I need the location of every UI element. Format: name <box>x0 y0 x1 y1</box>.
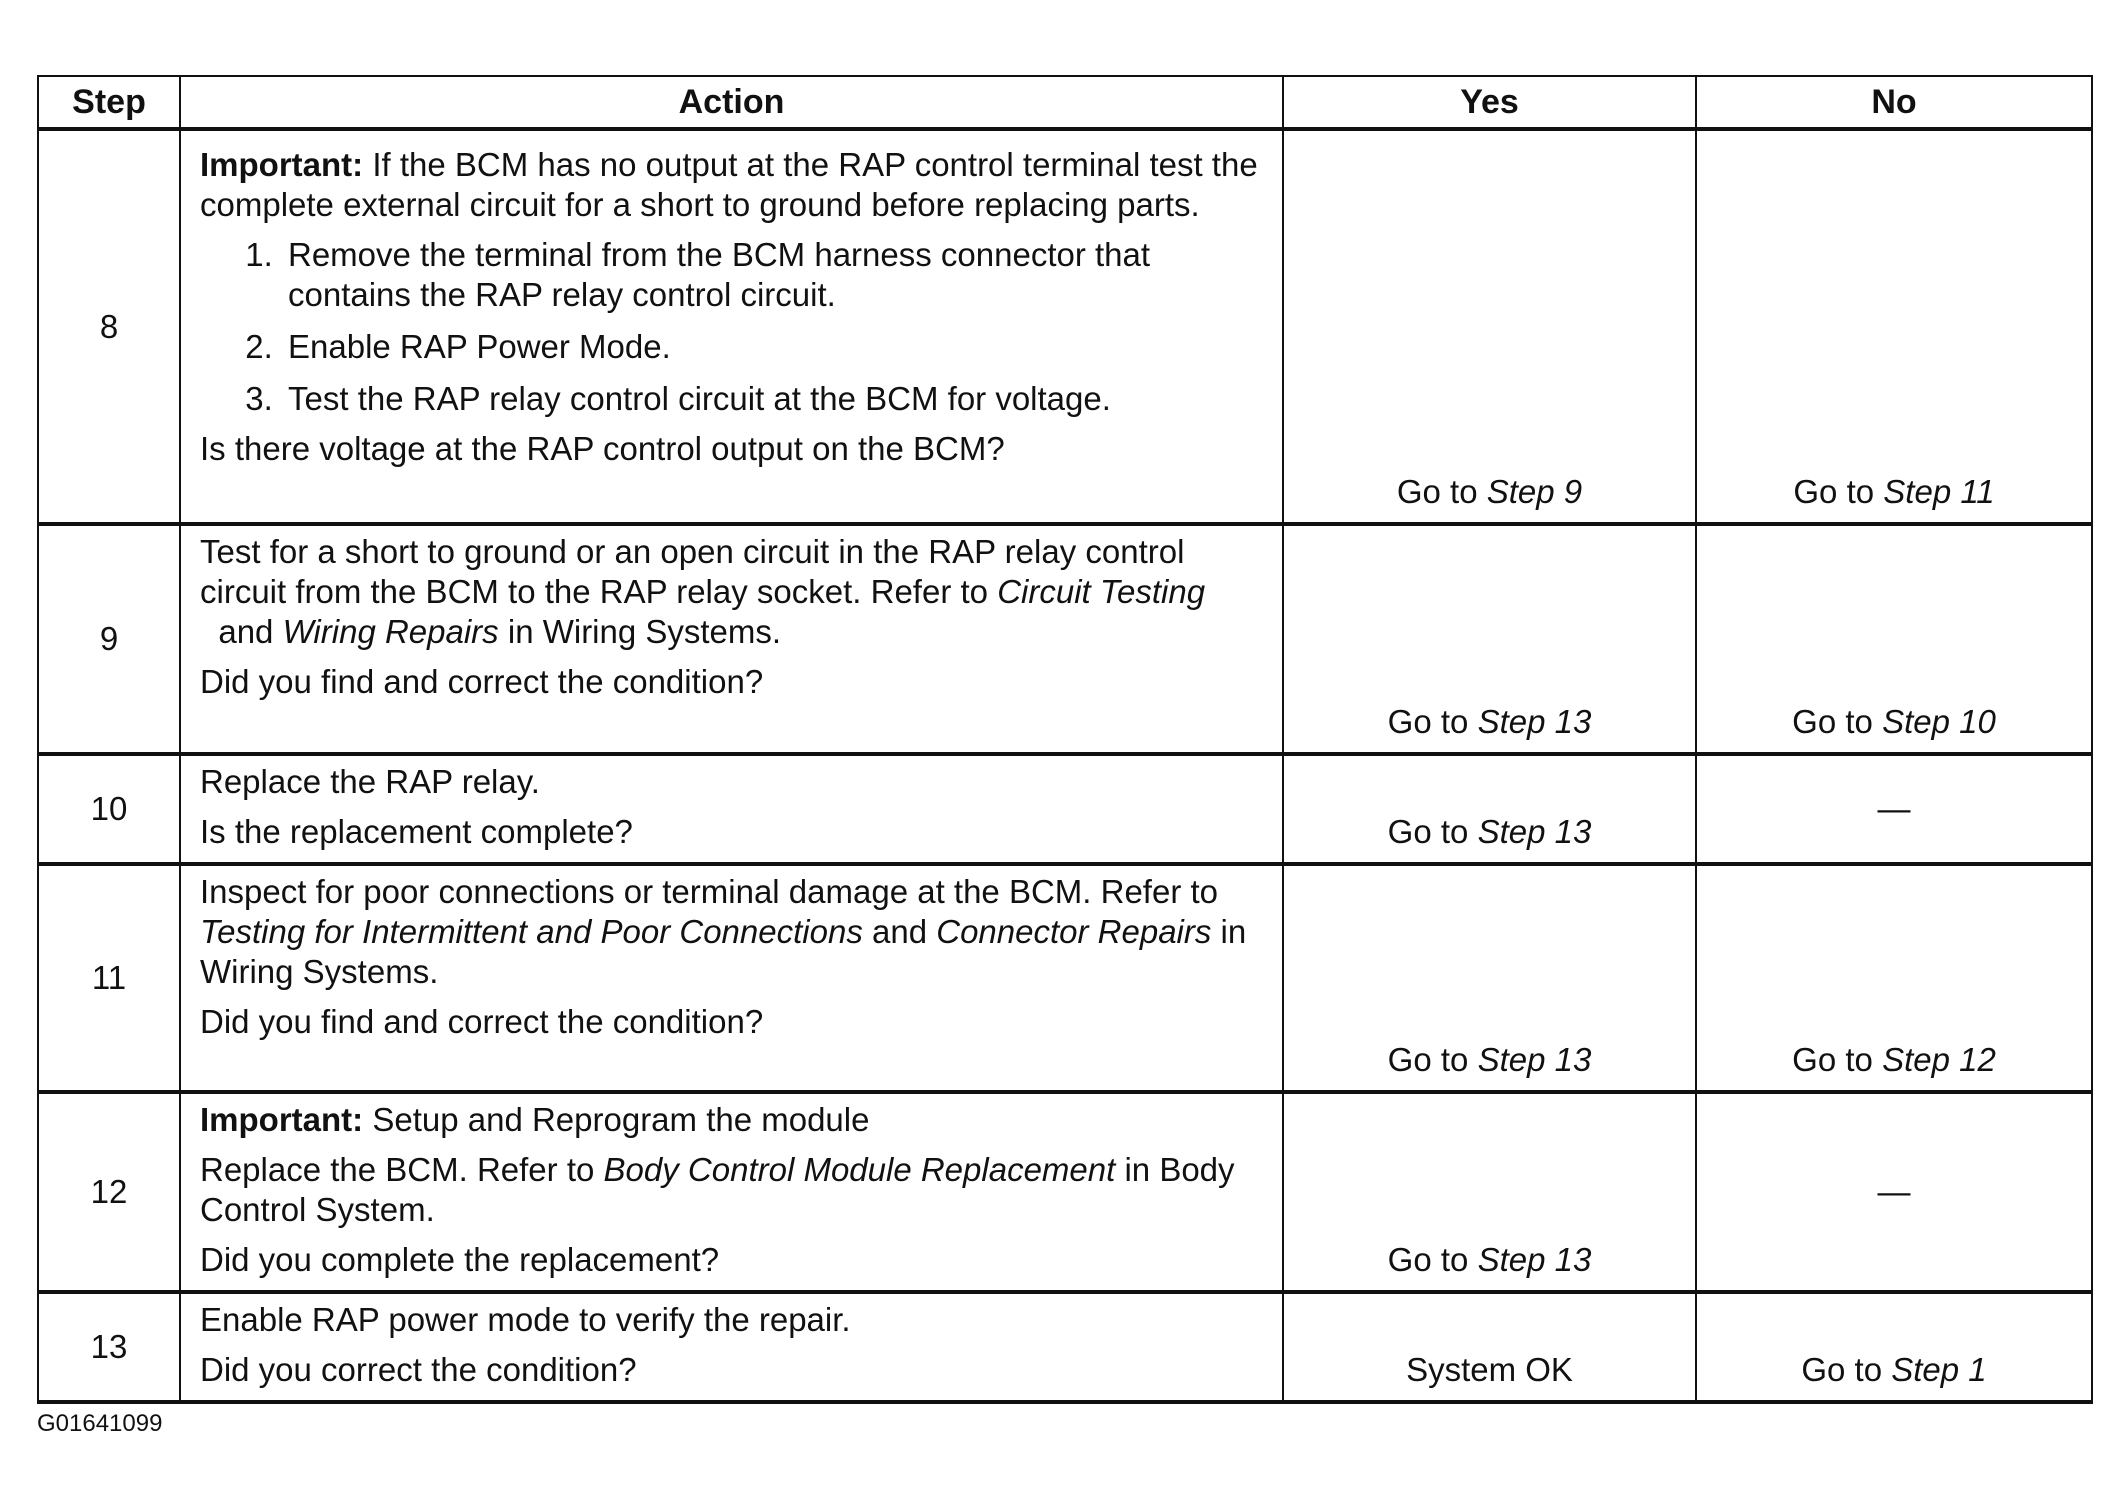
figure-id: G01641099 <box>37 1410 163 1437</box>
no-prefix: Go to <box>1792 1041 1883 1078</box>
reference-bcm-replacement: Body Control Module Replacement <box>603 1151 1116 1188</box>
table-row <box>38 524 2092 754</box>
step-number: 8 <box>38 129 180 524</box>
action-text <box>200 872 1268 992</box>
text-segment: and <box>862 913 937 950</box>
header-action: Action <box>180 76 1283 129</box>
table-row <box>38 129 2092 524</box>
yes-cell <box>1283 1092 1696 1292</box>
reference-intermittent-connections: Testing for Intermittent and Poor Connections <box>200 913 863 950</box>
action-cell <box>180 864 1283 1092</box>
important-text: If the BCM has no output at the RAP control terminal test the complete external circuit for a short to ground before replacing parts. <box>200 146 1258 223</box>
procedure-list <box>200 235 1268 419</box>
yes-prefix: Go to <box>1387 1241 1478 1278</box>
no-prefix: Go to <box>1793 473 1884 510</box>
table-row <box>38 1292 2092 1402</box>
step-number: 13 <box>38 1292 180 1402</box>
header-row <box>38 76 2092 129</box>
no-cell: — <box>1696 1092 2092 1292</box>
table-row <box>38 754 2092 864</box>
action-cell <box>180 754 1283 864</box>
step-number: 10 <box>38 754 180 864</box>
important-text: Setup and Reprogram the module <box>363 1101 870 1138</box>
yes-step-link: Step 13 <box>1477 1041 1592 1078</box>
question: Did you find and correct the condition? <box>200 1003 764 1040</box>
no-step-link: Step 12 <box>1882 1041 1996 1078</box>
no-step-link: Step 1 <box>1891 1351 1987 1388</box>
question: Did you find and correct the condition? <box>200 663 764 700</box>
reference-connector-repairs: Connector Repairs <box>936 913 1212 950</box>
yes-step-link: Step 13 <box>1477 1241 1592 1278</box>
list-item: 2. Enable RAP Power Mode. <box>282 327 1268 367</box>
header-no: No <box>1696 76 2092 129</box>
table-row <box>38 1092 2092 1292</box>
step-number: 11 <box>38 864 180 1092</box>
no-cell <box>1696 524 2092 754</box>
important-label: Important: <box>200 146 364 183</box>
important-note <box>200 1100 1268 1140</box>
yes-prefix: Go to <box>1396 473 1487 510</box>
header-yes: Yes <box>1283 76 1696 129</box>
no-prefix: Go to <box>1792 703 1883 740</box>
no-step-link: Step 11 <box>1883 473 1995 510</box>
action-cell <box>180 1092 1283 1292</box>
action-cell <box>180 1292 1283 1402</box>
question: Did you correct the condition? <box>200 1351 637 1388</box>
list-item: 3. Test the RAP relay control circuit at the BCM for voltage. <box>282 379 1268 419</box>
question: Is the replacement complete? <box>200 813 633 850</box>
reference-wiring-repairs: Wiring Repairs <box>282 613 499 650</box>
yes-cell <box>1283 524 1696 754</box>
text-segment: and <box>200 613 283 650</box>
text-segment: Inspect for poor connections or terminal damage at the BCM. Refer to <box>200 873 1219 910</box>
text-segment: in Wiring Systems. <box>200 913 1247 990</box>
step-number: 9 <box>38 524 180 754</box>
no-cell <box>1696 864 2092 1092</box>
action-text <box>200 1150 1268 1230</box>
text-segment: in Body Control System. <box>200 1151 1235 1228</box>
yes-cell: System OK <box>1283 1292 1696 1402</box>
yes-cell <box>1283 864 1696 1092</box>
diagnostic-table <box>37 75 2093 1404</box>
yes-prefix: Go to <box>1387 1041 1478 1078</box>
question: Did you complete the replacement? <box>200 1241 720 1278</box>
yes-step-link: Step 9 <box>1486 473 1583 510</box>
question: Is there voltage at the RAP control output on the BCM? <box>200 430 1005 467</box>
yes-prefix: Go to <box>1387 813 1478 850</box>
diagnostic-table-container <box>37 75 2091 1404</box>
important-label: Important: <box>200 1101 364 1138</box>
reference-circuit-testing: Circuit Testing <box>997 573 1206 610</box>
no-cell: — <box>1696 754 2092 864</box>
action-cell <box>180 524 1283 754</box>
yes-cell <box>1283 754 1696 864</box>
no-cell <box>1696 1292 2092 1402</box>
text-segment: Replace the BCM. Refer to <box>200 1151 604 1188</box>
text-segment: Test for a short to ground or an open circuit in the RAP relay control circuit from the BCM to the RAP relay socket. Refer to <box>200 533 1185 610</box>
action-text: Replace the RAP relay. <box>200 763 540 800</box>
step-number: 12 <box>38 1092 180 1292</box>
yes-prefix: Go to <box>1387 703 1478 740</box>
text-segment: in Wiring Systems. <box>498 613 782 650</box>
action-cell <box>180 129 1283 524</box>
yes-cell <box>1283 129 1696 524</box>
action-text <box>200 532 1268 652</box>
yes-step-link: Step 13 <box>1477 813 1592 850</box>
no-step-link: Step 10 <box>1882 703 1996 740</box>
no-cell <box>1696 129 2092 524</box>
list-item: 1. Remove the terminal from the BCM harness connector that contains the RAP relay control circuit. <box>282 235 1268 315</box>
action-text: Enable RAP power mode to verify the repair. <box>200 1301 851 1338</box>
table-row <box>38 864 2092 1092</box>
header-step: Step <box>38 76 180 129</box>
no-prefix: Go to <box>1801 1351 1892 1388</box>
yes-step-link: Step 13 <box>1477 703 1592 740</box>
important-note <box>200 145 1268 225</box>
